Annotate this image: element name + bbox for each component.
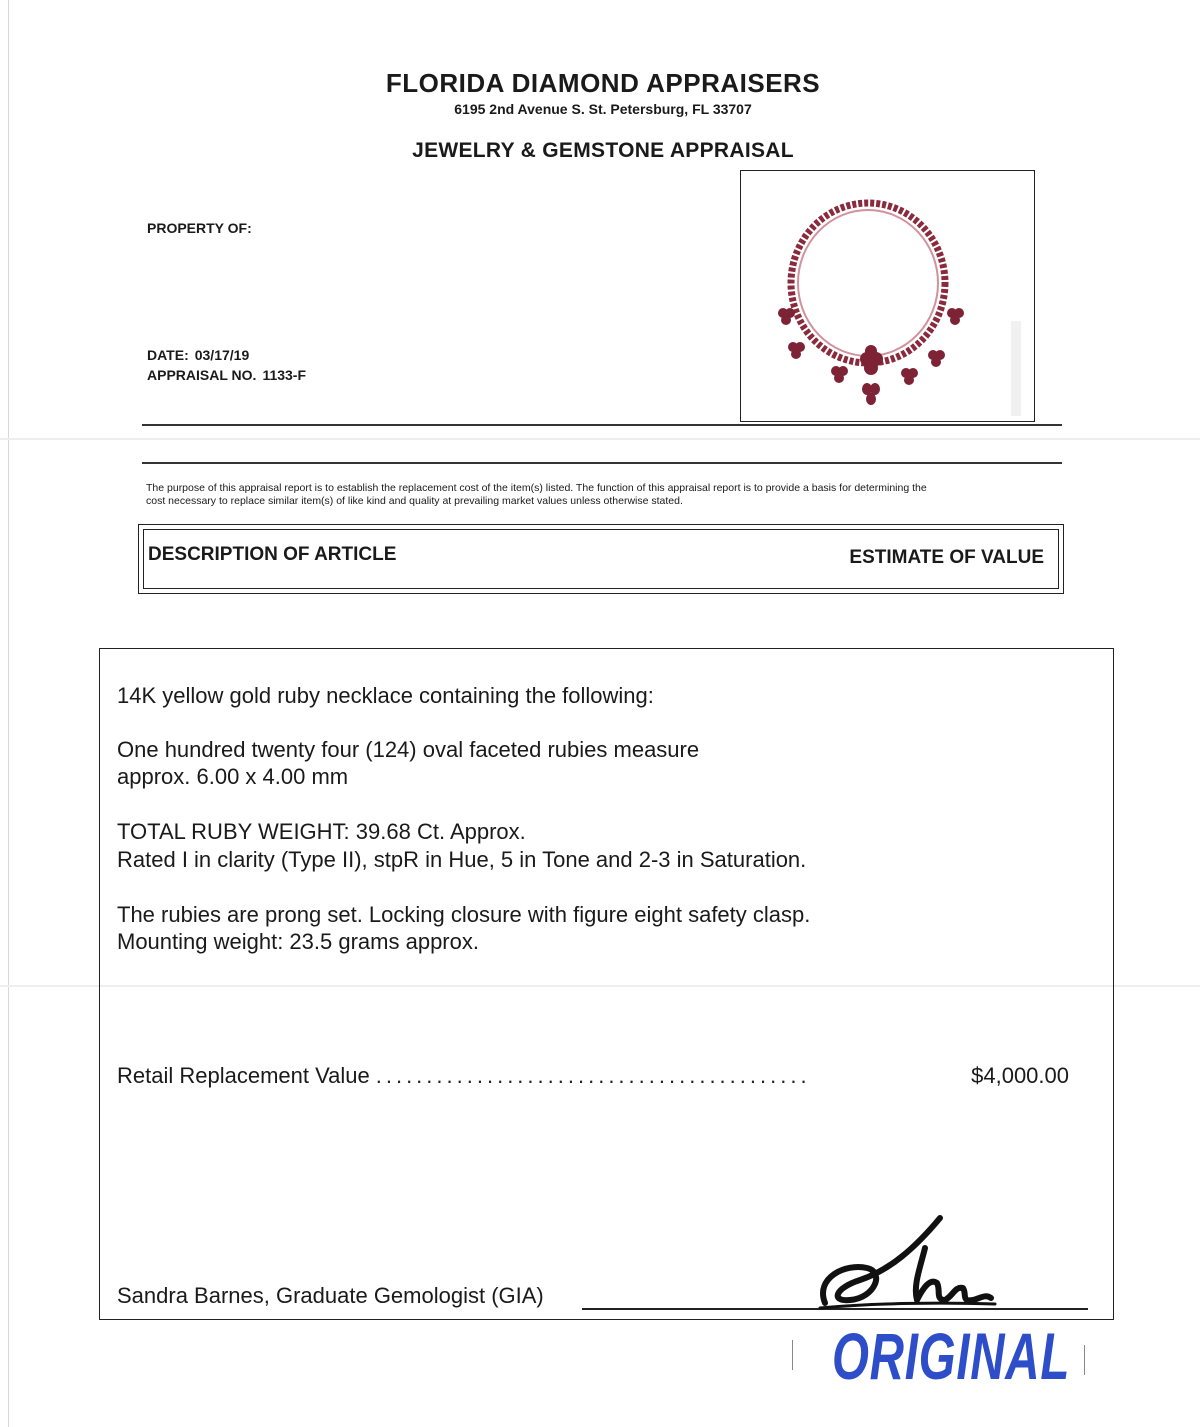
purpose-line: cost necessary to replace similar item(s) of like kind and quality at prevailing market values unless otherwise stated. xyxy=(146,495,683,507)
original-stamp: ORIGINAL xyxy=(832,1319,1071,1393)
purpose-statement xyxy=(146,482,1076,508)
description-setting-line: The rubies are prong set. Locking closure with figure eight safety clasp. xyxy=(117,902,811,927)
date-label: DATE: xyxy=(147,347,189,363)
description-stones-line: One hundred twenty four (124) oval faceted rubies measure xyxy=(117,737,700,762)
description-weight-line: TOTAL RUBY WEIGHT: 39.68 Ct. Approx. xyxy=(117,819,526,844)
table-header-inner-border xyxy=(143,529,1059,589)
item-photo xyxy=(740,170,1035,422)
description-stones-line: approx. 6.00 x 4.00 mm xyxy=(117,764,349,789)
divider-line xyxy=(142,462,1062,464)
divider-line xyxy=(142,424,1062,426)
handwritten-signature xyxy=(805,1208,1005,1318)
document-title: JEWELRY & GEMSTONE APPRAISAL xyxy=(412,139,794,162)
property-of-label: PROPERTY OF: xyxy=(147,220,252,236)
leader-dots: ........................................... xyxy=(375,1063,811,1088)
company-name: FLORIDA DIAMOND APPRAISERS xyxy=(385,68,821,98)
appraisal-number-value: 1133-F xyxy=(262,367,307,383)
date-field xyxy=(147,347,249,363)
necklace-image xyxy=(741,171,1034,421)
description-heading: DESCRIPTION OF ARTICLE xyxy=(148,544,397,565)
appraisal-number-field xyxy=(147,367,306,383)
scan-artifact xyxy=(792,1340,793,1370)
replacement-value-amount: $4,000.00 xyxy=(971,1063,1069,1088)
date-value: 03/17/19 xyxy=(194,347,250,363)
appraisal-number-label: APPRAISAL NO. xyxy=(147,367,257,383)
description-intro: 14K yellow gold ruby necklace containing the following: xyxy=(117,683,654,708)
scan-edge xyxy=(8,0,9,1427)
table-header xyxy=(138,524,1064,594)
value-heading: ESTIMATE OF VALUE xyxy=(849,547,1044,568)
company-address: 6195 2nd Avenue S. St. Petersburg, FL 33707 xyxy=(454,101,752,117)
scan-artifact xyxy=(0,438,1200,440)
replacement-value-label: Retail Replacement Value xyxy=(117,1063,370,1088)
replacement-value-row xyxy=(117,1063,1069,1089)
description-mounting-line: Mounting weight: 23.5 grams approx. xyxy=(117,929,479,954)
description-grade-line: Rated I in clarity (Type II), stpR in Hue, 5 in Tone and 2-3 in Saturation. xyxy=(117,847,807,872)
scan-artifact xyxy=(1084,1345,1085,1375)
signer-name: Sandra Barnes, Graduate Gemologist (GIA) xyxy=(117,1283,544,1308)
purpose-line: The purpose of this appraisal report is to establish the replacement cost of the item(s) listed. The function of this appraisal report is to provide a basis for determining the xyxy=(146,482,927,494)
